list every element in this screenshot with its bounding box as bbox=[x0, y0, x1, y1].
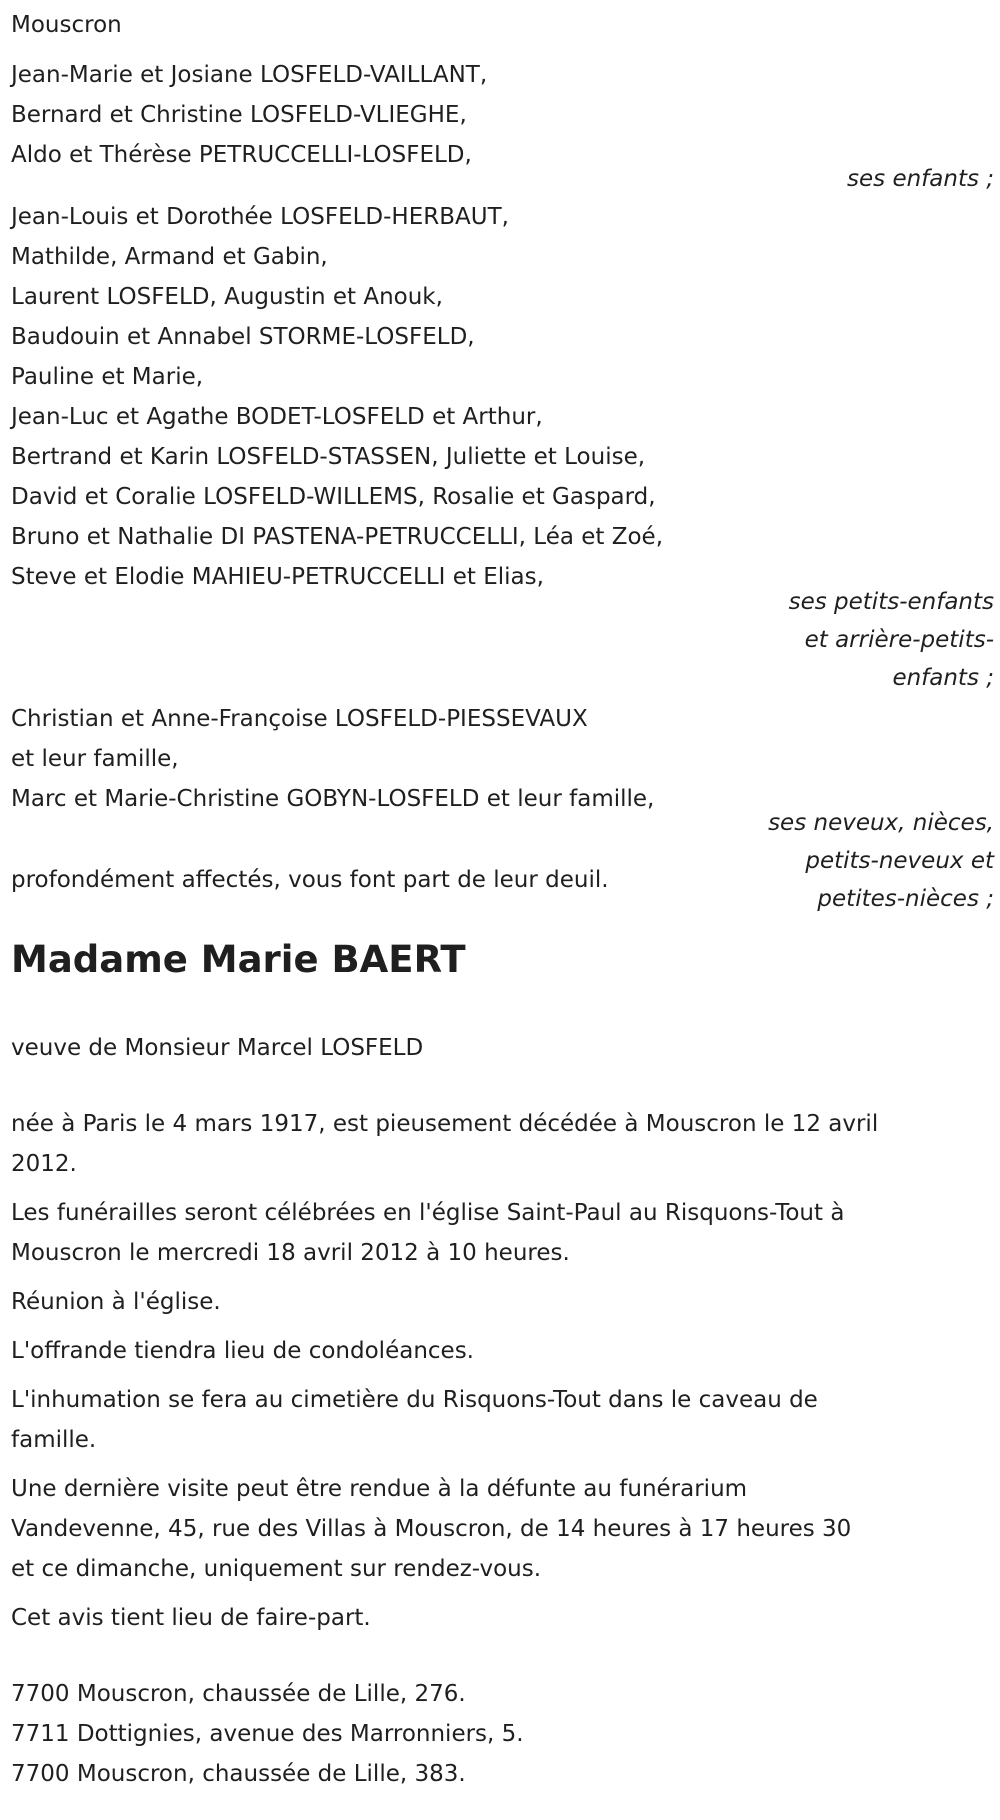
role-text: ses neveux, nièces, bbox=[768, 810, 994, 836]
role-text: ses enfants ; bbox=[847, 166, 994, 192]
children-line: Bernard et Christine LOSFELD-VLIEGHE, bbox=[11, 102, 467, 128]
nephews-line: et leur famille, bbox=[11, 746, 179, 772]
role-text: enfants ; bbox=[892, 665, 994, 691]
address-line: 7700 Mouscron, chaussée de Lille, 383. bbox=[11, 1761, 466, 1787]
visit-info: Vandevenne, 45, rue des Villas à Mouscron, de 14 heures à 17 heures 30 bbox=[11, 1516, 852, 1542]
grandchildren-line: Steve et Elodie MAHIEU-PETRUCCELLI et Elias, bbox=[11, 564, 544, 590]
grandchildren-line: Jean-Louis et Dorothée LOSFELD-HERBAUT, bbox=[11, 204, 509, 230]
birth-death: 2012. bbox=[11, 1151, 77, 1177]
address-line: 7700 Mouscron, chaussée de Lille, 276. bbox=[11, 1681, 466, 1707]
children-role bbox=[847, 160, 994, 198]
children-line: Jean-Marie et Josiane LOSFELD-VAILLANT, bbox=[11, 62, 488, 88]
notice-info: Cet avis tient lieu de faire-part. bbox=[11, 1605, 371, 1631]
grandchildren-line: David et Coralie LOSFELD-WILLEMS, Rosalie et Gaspard, bbox=[11, 484, 656, 510]
header-city: Mouscron bbox=[11, 12, 122, 38]
closing-line: profondément affectés, vous font part de leur deuil. bbox=[11, 867, 609, 893]
grandchildren-line: Mathilde, Armand et Gabin, bbox=[11, 244, 328, 270]
birth-death: née à Paris le 4 mars 1917, est pieusement décédée à Mouscron le 12 avril bbox=[11, 1111, 879, 1137]
burial-info: famille. bbox=[11, 1427, 97, 1453]
funeral-info: Mouscron le mercredi 18 avril 2012 à 10 heures. bbox=[11, 1240, 570, 1266]
role-text: petites-nièces ; bbox=[817, 886, 994, 912]
visit-info: Une dernière visite peut être rendue à la défunte au funérarium bbox=[11, 1476, 748, 1502]
grandchildren-line: Bruno et Nathalie DI PASTENA-PETRUCCELLI, Léa et Zoé, bbox=[11, 524, 664, 550]
grandchildren-line: Jean-Luc et Agathe BODET-LOSFELD et Arthur, bbox=[11, 404, 543, 430]
role-text: ses petits-enfants bbox=[788, 589, 994, 615]
grandchildren-role bbox=[789, 583, 994, 697]
funeral-info: Les funérailles seront célébrées en l'église Saint-Paul au Risquons-Tout à bbox=[11, 1200, 845, 1226]
nephews-role bbox=[768, 804, 994, 918]
grandchildren-line: Laurent LOSFELD, Augustin et Anouk, bbox=[11, 284, 443, 310]
offering-info: L'offrande tiendra lieu de condoléances. bbox=[11, 1338, 474, 1364]
widow-of: veuve de Monsieur Marcel LOSFELD bbox=[11, 1035, 424, 1061]
address-line: 7711 Dottignies, avenue des Marronniers, 5. bbox=[11, 1721, 524, 1747]
burial-info: L'inhumation se fera au cimetière du Risquons-Tout dans le caveau de bbox=[11, 1387, 818, 1413]
deceased-name: Madame Marie BAERT bbox=[11, 938, 466, 981]
nephews-line: Christian et Anne-Françoise LOSFELD-PIESSEVAUX bbox=[11, 706, 588, 732]
children-line: Aldo et Thérèse PETRUCCELLI-LOSFELD, bbox=[11, 142, 472, 168]
grandchildren-line: Bertrand et Karin LOSFELD-STASSEN, Juliette et Louise, bbox=[11, 444, 646, 470]
grandchildren-line: Baudouin et Annabel STORME-LOSFELD, bbox=[11, 324, 475, 350]
visit-info: et ce dimanche, uniquement sur rendez-vous. bbox=[11, 1556, 542, 1582]
grandchildren-line: Pauline et Marie, bbox=[11, 364, 204, 390]
role-text: et arrière-petits- bbox=[804, 627, 994, 653]
role-text: petits-neveux et bbox=[805, 848, 994, 874]
nephews-line: Marc et Marie-Christine GOBYN-LOSFELD et leur famille, bbox=[11, 786, 655, 812]
meeting-info: Réunion à l'église. bbox=[11, 1289, 221, 1315]
